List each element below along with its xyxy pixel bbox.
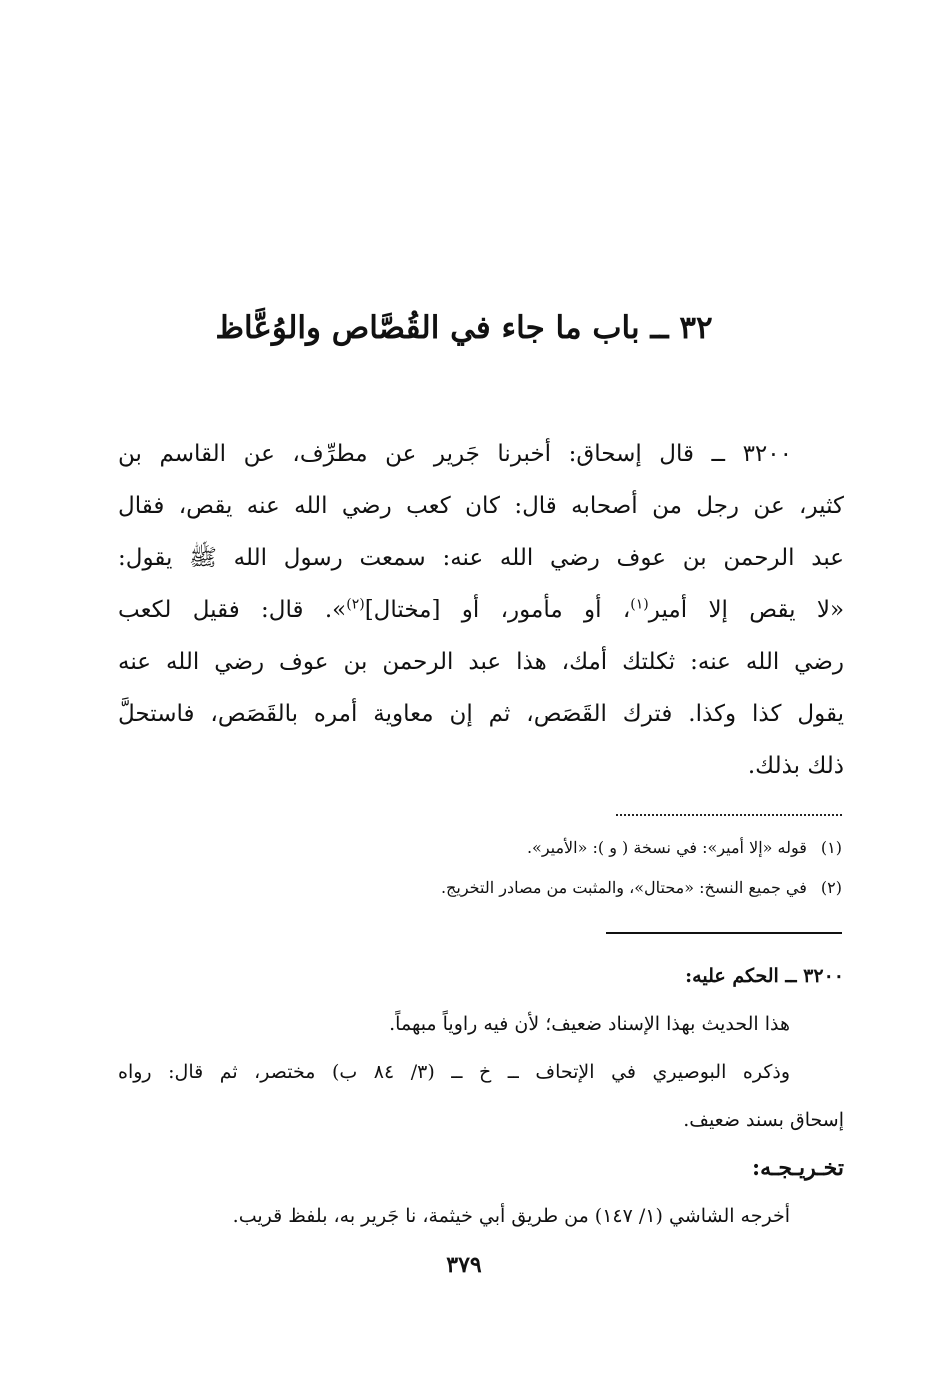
hadith-line-2: كثير، عن رجل من أصحابه قال: كان كعب رضي الله عنه يقص، فقال — [118, 493, 844, 519]
footnote-text: في جميع النسخ: «محتال»، والمثبت من مصادر التخريج. — [440, 878, 807, 897]
takhrij-heading: تخـريـجـه: — [751, 1155, 844, 1181]
chapter-title: ٣٢ ــ باب ما جاء في القُصَّاص والوُعَّاظ — [215, 310, 713, 346]
section-separator — [606, 932, 842, 934]
footnote-ref-2[interactable]: (٢) — [346, 596, 365, 613]
footnote-number: (١) — [820, 838, 842, 857]
hadith-line-3: عبد الرحمن بن عوف رضي الله عنه: سمعت رسول الله ﷺ يقول: — [118, 545, 844, 571]
hadith-line-5: رضي الله عنه: ثكلتك أمك، هذا عبد الرحمن بن عوف رضي الله عنه — [118, 649, 844, 675]
footnote-number: (٢) — [820, 878, 842, 897]
hadith-line-4-part-b: ، أو مأمور، أو [مختال] — [364, 597, 631, 623]
footnote-text: قوله «إلا أمير»: في نسخة ( و ): «الأمير». — [526, 838, 807, 857]
hadith-line-6: يقول كذا وكذا. فترك القَصَص، ثم إن معاوية أمره بالقَصَص، فاستحلَّ — [118, 701, 844, 727]
footnote-divider — [616, 800, 842, 816]
hadith-line-7: ذلك بذلك. — [747, 753, 844, 779]
hadith-line-1: ٣٢٠٠ ــ قال إسحاق: أخبرنا جَرير عن مطرِّف، عن القاسم بن — [118, 441, 792, 467]
hadith-line-4 — [118, 584, 844, 636]
footnotes — [102, 828, 842, 908]
ruling-paragraph-2-line-2: إسحاق بسند ضعيف. — [683, 1109, 844, 1131]
ruling-paragraph-1: هذا الحديث بهذا الإسناد ضعيف؛ لأن فيه راوياً مبهماً. — [389, 1013, 790, 1035]
takhrij-text: أخرجه الشاشي (١/ ١٤٧) من طريق أبي خيثمة، نا جَرير به، بلفظ قريب. — [232, 1205, 790, 1227]
ruling-paragraph-2-line-1: وذكره البوصيري في الإتحاف ــ خ ــ (٣/ ٨٤ ب) مختصر، ثم قال: رواه — [118, 1061, 790, 1083]
hadith-line-4-part-a: «لا يقص إلا أمير — [648, 597, 845, 623]
ruling-section — [118, 952, 844, 1240]
ruling-heading: ٣٢٠٠ ــ الحكم عليه: — [685, 965, 844, 987]
footnote-ref-1[interactable]: (١) — [630, 596, 649, 613]
footnote-1 — [102, 828, 842, 868]
footnote-2 — [102, 868, 842, 908]
hadith-text — [118, 428, 844, 792]
hadith-line-4-part-c: ». قال: فقيل لكعب — [118, 597, 347, 623]
page-number: ٣٧٩ — [446, 1252, 482, 1278]
